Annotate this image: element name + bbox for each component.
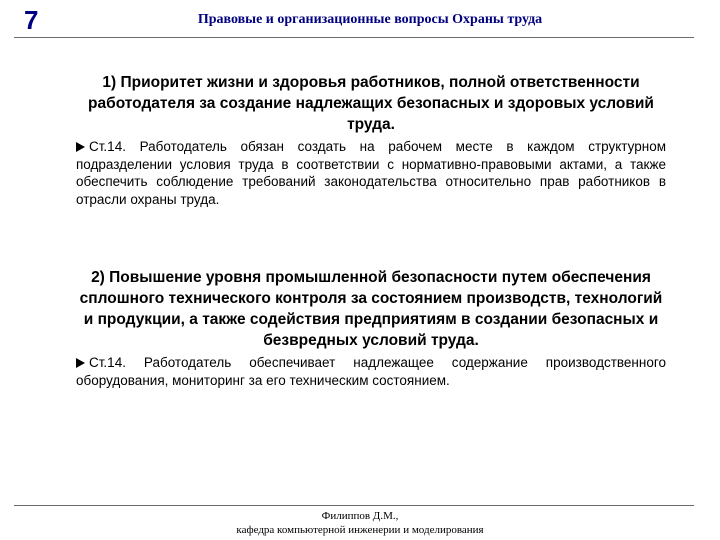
section-bullet (76, 354, 666, 389)
footer-divider (14, 505, 694, 506)
section-life-priority (76, 72, 666, 208)
section-heading: 2) Повышение уровня промышленной безопасности путем обеспечения сплошного технического контроля за состоянием производств, технологий и продукции, а также содействия предприятиям в создании безопасных и безвредных условий труда. (79, 269, 663, 349)
footer-author: Филиппов Д.М., (321, 510, 399, 522)
section-heading: 1) Приоритет жизни и здоровья работников, полной ответственности работодателя за создание надлежащих безопасных и здоровых условий труда. (88, 74, 654, 133)
slide-title: Правовые и организационные вопросы Охраны труда (197, 12, 543, 27)
footer (0, 509, 720, 537)
section-bullet (76, 138, 666, 208)
header-divider (14, 37, 694, 38)
slide-number: 7 (24, 5, 39, 35)
bullet-text: Ст.14. Работодатель обязан создать на рабочем месте в каждом структурном подразделении условия труда в соответствии с нормативно-правовыми актами, а также обеспечить соблюдение требований законодательства относительно прав работников в отрасли охраны труда. (76, 139, 666, 207)
arrow-bullet-icon (76, 142, 85, 152)
section-industrial-safety (76, 267, 666, 389)
arrow-bullet-icon (76, 358, 85, 368)
footer-department: кафедра компьютерной инженерии и моделирования (236, 524, 484, 536)
bullet-text: Ст.14. Работодатель обеспечивает надлежащее содержание производственного оборудования, мониторинг за его техническим состоянием. (76, 355, 666, 388)
